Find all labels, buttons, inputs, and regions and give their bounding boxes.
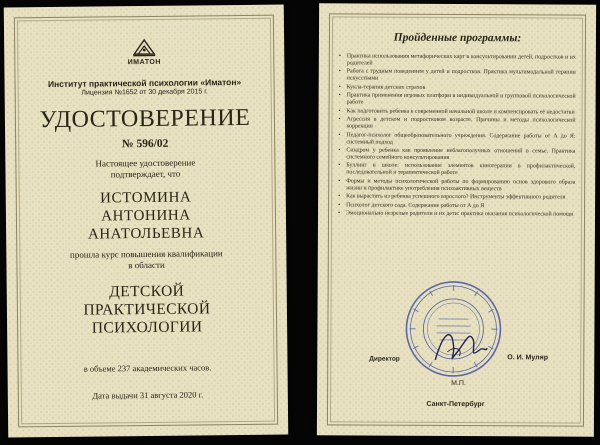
confirm-text bbox=[5, 157, 285, 182]
programs-title: Пройденные программы: bbox=[393, 31, 522, 45]
logo-text: ИМАТОН bbox=[127, 58, 161, 67]
hours-text: в объеме 237 академических часов. bbox=[83, 362, 212, 374]
director-signature-icon bbox=[429, 322, 489, 370]
confirm-line: подтверждает, что bbox=[110, 168, 181, 180]
program-item: • Работа с трудным поведением у детей и подростков. Практика мультимодальной терапии искусствами bbox=[339, 69, 576, 84]
imaton-emblem-icon bbox=[131, 38, 157, 58]
specialty-title bbox=[7, 282, 288, 339]
certificate-front-page bbox=[4, 5, 288, 438]
program-item: • Педагог-психолог общеобразовательного учреждения. Содержание работы от А до Я: системный подход bbox=[338, 132, 575, 147]
certificate-number: № 596/02 bbox=[121, 137, 169, 151]
imaton-logo bbox=[4, 37, 284, 68]
program-item: • Практика использования метафорических карт в консультировании детей, подростков и их родителей bbox=[339, 53, 576, 68]
program-item: • Синдром у ребенка как проявление неблагополучных отношений в семье. Практика системного семейного консультирования bbox=[338, 147, 575, 162]
program-item: • Кукла-терапия детских страхов bbox=[339, 84, 576, 92]
program-item: • Как вырастить из ребенка успешного взрослого? Инструменты эффективного родителя bbox=[338, 194, 575, 202]
specialty-line: ПСИХОЛОГИИ bbox=[91, 318, 203, 337]
specialty-line: ПРАКТИЧЕСКОЙ bbox=[83, 300, 211, 319]
program-item: • Как подготовить ребенка к современной начальной школе и компенсировать её недостатки bbox=[339, 108, 576, 116]
program-item: • Эмоционально незрелые родители и их дети: практика оказания психологической помощи bbox=[338, 211, 575, 219]
surname: ИСТОМИНА bbox=[100, 189, 192, 207]
program-item: • Психолог детского сада. Содержание работы от А до Я bbox=[338, 202, 575, 210]
first-name: АНТОНИНА bbox=[101, 207, 191, 225]
program-item: • Практика применения игровых платформ в индивидуальной и групповой психологической работе bbox=[339, 93, 576, 108]
certificate-back-page bbox=[317, 3, 596, 436]
course-line: прошла курс повышения квалификации bbox=[69, 248, 223, 260]
specialty-line: ДЕТСКОЙ bbox=[109, 282, 185, 301]
programs-list bbox=[338, 53, 576, 220]
city-label: Санкт-Петербург bbox=[426, 400, 485, 409]
stamp-place-label: М.П. bbox=[451, 379, 466, 388]
issue-date: Дата выдачи 31 августа 2020 г. bbox=[92, 389, 204, 401]
program-item: • Агрессия в детском и подростковом возрасте. Причины и методы психологической коррекции bbox=[338, 117, 575, 132]
recipient-name bbox=[6, 188, 287, 245]
course-text bbox=[6, 248, 286, 273]
program-item: • Буллинг в школе: использование элементов кинотерапии в профилактической, последовательной и терапевтической работе bbox=[338, 163, 575, 178]
program-item: • Формы и методы психологической работы по формированию основ здорового образа жизни и профилактике употребления психоактивных веществ bbox=[338, 178, 575, 193]
patronymic: АНАТОЛЬЕВНА bbox=[87, 225, 205, 243]
license-line: Лицензия №1652 от 30 декабря 2015 г. bbox=[81, 88, 208, 97]
institute-name: Институт практической психологии «Иматон» bbox=[47, 76, 242, 90]
director-name: О. И. Муляр bbox=[507, 354, 549, 362]
course-line: в области bbox=[128, 259, 165, 271]
document-title: УДОСТОВЕРЕНИЕ bbox=[39, 104, 251, 134]
director-label: Директор bbox=[369, 355, 400, 363]
confirm-line: Настоящее удостоверение bbox=[95, 157, 196, 169]
